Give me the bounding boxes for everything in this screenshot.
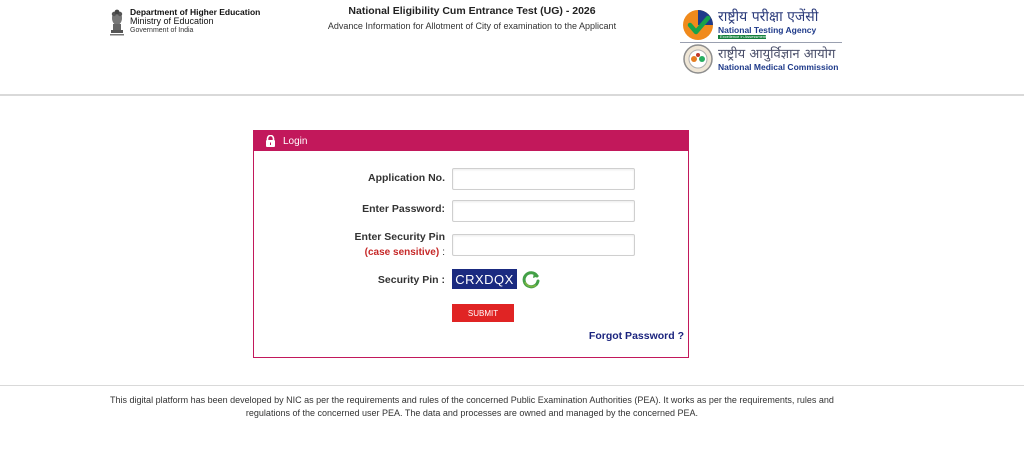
password-label: Enter Password: [362, 203, 445, 215]
exam-subtitle: Advance Information for Allotment of City of examination to the Applicant [327, 21, 617, 31]
security-pin-colon: : [442, 246, 445, 258]
exam-title-block [300, 5, 644, 31]
forgot-password-link[interactable]: Forgot Password ? [588, 330, 684, 342]
page-header [0, 0, 1024, 96]
captcha-image: CRXDQX [452, 269, 517, 289]
ministry-logo-block [108, 8, 260, 36]
exam-title: National Eligibility Cum Entrance Test (UG) - 2026 [348, 5, 596, 17]
nmc-english-name: National Medical Commission [718, 62, 839, 72]
nmc-hindi-name: राष्ट्रीय आयुर्विज्ञान आयोग [718, 47, 836, 62]
nta-english-name: National Testing Agency [718, 25, 817, 35]
ministry-name: Ministry of Education [130, 16, 214, 26]
nta-hindi-name: राष्ट्रीय परीक्षा एजेंसी [718, 9, 819, 25]
security-pin-input[interactable] [452, 234, 635, 256]
nmc-logo-block [682, 44, 842, 76]
nta-tagline: Excellence in Assessment [720, 35, 766, 39]
login-header [254, 131, 688, 151]
national-emblem-icon [108, 8, 126, 36]
nta-logo-block [680, 7, 842, 43]
refresh-captcha-icon[interactable] [520, 268, 542, 290]
department-name: Department of Higher Education [130, 7, 261, 17]
application-no-input[interactable] [452, 168, 635, 190]
government-name: Government of India [130, 27, 194, 34]
security-pin-label: Enter Security Pin [354, 231, 445, 243]
lock-icon [265, 135, 276, 147]
submit-button[interactable]: SUBMIT [452, 304, 514, 322]
login-panel [253, 130, 689, 358]
security-pin-label-block [355, 230, 445, 260]
application-no-label: Application No. [368, 172, 445, 184]
password-input[interactable] [452, 200, 635, 222]
login-title: Login [283, 135, 308, 147]
footer-disclaimer: This digital platform has been developed by NIC as per the requirements and rules of the concerned Public Examination Authorities (PEA). It works as per the requirements, rules and regulations of the concerned user PEA. The data and processes are owned and managed by the concerned PEA. [110, 395, 834, 418]
captcha-label: Security Pin : [377, 274, 445, 286]
case-sensitive-note: (case sensitive) [364, 247, 440, 258]
footer-divider [0, 385, 1024, 386]
nta-check-logo-icon [682, 9, 714, 41]
nmc-seal-icon [683, 44, 713, 74]
